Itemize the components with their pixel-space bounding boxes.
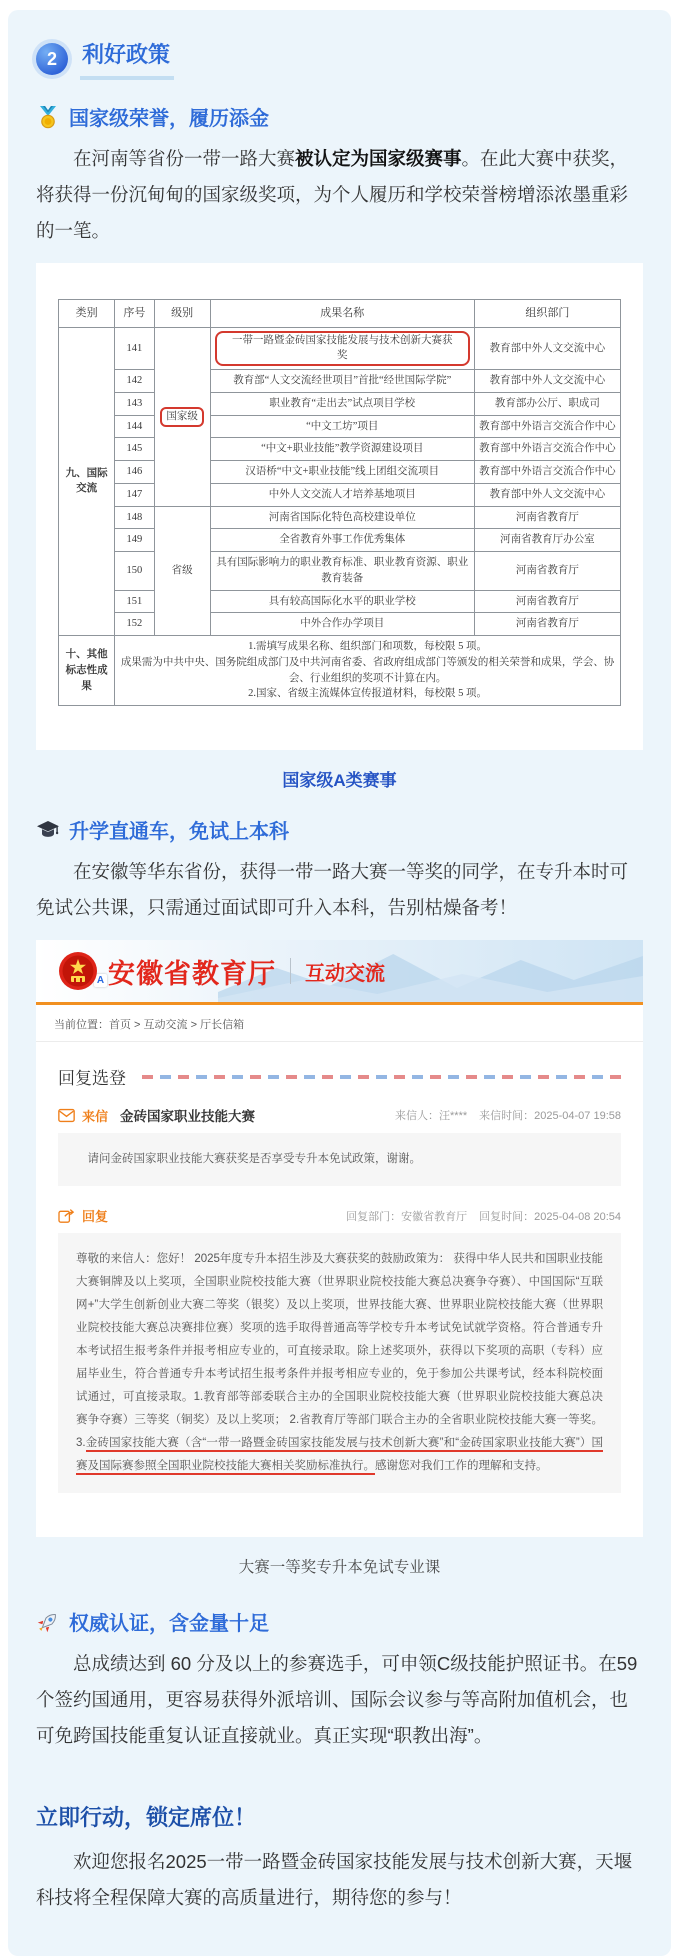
org-cell: 教育部中外人文交流中心 [474, 370, 620, 393]
result-name-cell: 具有国际影响力的职业教育标准、职业教育资源、职业教育装备 [210, 552, 474, 591]
rocket-icon [36, 1610, 60, 1634]
reply-arrow-icon [58, 1208, 75, 1223]
result-name-cell: 职业教育“走出去”试点项目学校 [210, 392, 474, 415]
result-name-cell: 教育部“人文交流经世项目”首批“经世国际学院” [210, 370, 474, 393]
reply-board [36, 1042, 643, 1537]
reply-board-title: 回复选登 [58, 1069, 126, 1089]
org-cell: 教育部中外人文交流中心 [474, 327, 620, 370]
reply-dept: 回复部门：安徽省教育厅 [346, 1210, 468, 1223]
table-caption: 国家级A类赛事 [282, 771, 397, 791]
seq-cell: 150 [115, 552, 154, 591]
result-name-highlight: 一带一路暨金砖国家技能发展与技术创新大赛获奖 [215, 331, 470, 367]
letter-time: 来信时间：2025-04-07 19:58 [479, 1110, 621, 1123]
section-header [36, 38, 643, 80]
subsection-honor-header [36, 102, 643, 131]
graduation-cap-icon [36, 818, 60, 842]
honor-paragraph [36, 141, 643, 249]
table-row [59, 392, 621, 415]
footer-note-1: 1.需填写成果名称、组织部门和项数，每校限 5 项。 [248, 641, 488, 653]
seq-cell: 143 [115, 392, 154, 415]
cert-paragraph: 总成绩达到 60 分及以上的参赛选手，可申领C级技能护照证书。在59个签约国通用，更容易获得外派培训、国际会议参与等高附加值机会，也可免跨国技能重复认证直接就业。真正实现“职教出海”。 [36, 1653, 638, 1747]
subsection-upgrade-header [36, 815, 643, 844]
result-name-cell: 全省教育外事工作优秀集体 [210, 529, 474, 552]
gov-caption: 大赛一等奖专升本免试专业课 [238, 1559, 441, 1577]
translate-a-icon: A [94, 974, 107, 987]
letter-label: 来信 [82, 1108, 109, 1124]
footer-category: 十、其他标志性成果 [59, 636, 115, 706]
seq-cell: 149 [115, 529, 154, 552]
org-cell: 教育部中外语言交流合作中心 [474, 438, 620, 461]
seq-cell: 141 [115, 327, 154, 370]
result-name-cell: 河南省国际化特色高校建设单位 [210, 506, 474, 529]
letter-title: 金砖国家职业技能大赛 [120, 1109, 256, 1125]
honor-paragraph-post: 。在此大赛中获奖，将获得一份沉甸甸的国家级奖项，为个人履历和学校荣誉榜增添浓墨重彩的一笔。 [36, 148, 629, 242]
footer-notes [115, 636, 621, 706]
gov-title-divider [290, 958, 291, 984]
org-cell: 教育部中外语言交流合作中心 [474, 415, 620, 438]
breadcrumb: 当前位置：首页 > 互动交流 > 厅长信箱 [36, 1005, 643, 1042]
footer-note-2: 成果需为中共中央、国务院组成部门及中共河南省委、省政府组成部门等颁发的相关荣誉和成果，学会、协会、行业组织的奖项不计算在内。 [120, 656, 615, 684]
reply-content-pre: 尊敬的来信人：您好！ 2025年度专升本招生涉及大赛获奖的鼓励政策为： 获得中华人民共和国职业技能大赛铜牌及以上奖项，全国职业院校技能大赛（世界职业院校技能大赛总决赛争夺赛）、中国国际“互联网+”大学生创新创业大赛二等奖（银奖）及以上奖项，世界技能大赛、世界职业院校技能大赛（世界职业院校技能大赛总决赛排位赛）奖项的选手取得普通高等学校专升本考试免试就学资格。符合普通专升本考试招生报考条件并报考相应专业的，可直接录取。除上述奖项外，获得以下奖项的高职（专科）应届毕业生，符合普通专升本考试招生报考条件并报考相应专业的，免于参加公共课考试，经本科院校面试通过，可直接录取。1.教育部等部委联合主办的全国职业院校技能大赛（世界职业院校技能大赛总决赛争夺赛）三等奖（铜奖）及以上奖项； 2.省教育厅等部门联合主办的全省职业院校技能大赛一等奖。 3. [76, 1253, 603, 1450]
action-paragraph: 欢迎您报名2025一带一路暨金砖国家技能发展与技术创新大赛，天堰科技将全程保障大赛的高质量进行，期待您的参与！ [36, 1850, 633, 1908]
subsection-honor-title: 国家级荣誉，履历添金 [69, 108, 269, 130]
col-name: 成果名称 [210, 300, 474, 328]
table-row [59, 327, 621, 370]
result-name-cell: “中文工坊”项目 [210, 415, 474, 438]
dashed-divider [142, 1075, 621, 1079]
subsection-upgrade-title: 升学直通车，免试上本科 [69, 821, 289, 844]
table-footer-row [59, 636, 621, 706]
col-seq: 序号 [115, 300, 154, 328]
reply-header [58, 1206, 621, 1225]
result-name-cell: 中外人文交流人才培养基地项目 [210, 483, 474, 506]
org-cell: 教育部中外人文交流中心 [474, 483, 620, 506]
reply-content-underlined: 金砖国家技能大赛（含“一带一路暨金砖国家技能发展与技术创新大赛”和“金砖国家职业技能大赛”）国赛及国际赛参照全国职业院校技能大赛相关奖励标准执行。 [76, 1437, 603, 1475]
results-table [58, 299, 621, 706]
reply-board-header [58, 1064, 621, 1089]
result-name-cell: 中外合作办学项目 [210, 613, 474, 636]
org-cell: 教育部办公厅、职成司 [474, 392, 620, 415]
table-row [59, 529, 621, 552]
gov-header-banner [36, 940, 643, 1002]
table-row [59, 506, 621, 529]
seq-cell: 142 [115, 370, 154, 393]
letter-meta [395, 1107, 621, 1123]
table-header-row [59, 300, 621, 328]
subsection-cert-title: 权威认证，含金量十足 [69, 1613, 269, 1636]
seq-cell: 146 [115, 461, 154, 484]
mountains-illustration [218, 940, 643, 1002]
seq-cell: 152 [115, 613, 154, 636]
gov-site-section: 互动交流 [305, 962, 385, 985]
table-row [59, 461, 621, 484]
result-name-cell: 具有较高国际化水平的职业学校 [210, 590, 474, 613]
table-row [59, 415, 621, 438]
letter-content: 请问金砖国家职业技能大赛获奖是否享受专升本免试政策，谢谢。 [58, 1133, 621, 1186]
level-national-cell [154, 327, 210, 506]
org-cell: 河南省教育厅 [474, 552, 620, 591]
reply-time: 回复时间：2025-04-08 20:54 [479, 1210, 621, 1223]
results-table-footer [59, 636, 621, 706]
reply-content [58, 1233, 621, 1493]
honor-paragraph-bold: 被认定为国家级赛事 [295, 148, 462, 169]
honor-paragraph-pre: 在河南等省份一带一路大赛 [73, 148, 296, 169]
col-category: 类别 [59, 300, 115, 328]
seq-cell: 144 [115, 415, 154, 438]
results-table-head [59, 300, 621, 328]
reply-label: 回复 [82, 1209, 109, 1225]
seq-cell: 147 [115, 483, 154, 506]
reply-content-post: 感谢您对我们工作的理解和支持。 [375, 1460, 548, 1473]
letter-sender: 来信人：汪**** [395, 1110, 468, 1123]
national-level-highlight: 国家级 [160, 407, 204, 427]
table-row [59, 438, 621, 461]
org-cell: 河南省教育厅办公室 [474, 529, 620, 552]
level-provincial-cell: 省级 [154, 506, 210, 636]
table-row [59, 590, 621, 613]
national-emblem-icon [58, 951, 98, 991]
table-row [59, 552, 621, 591]
table-row [59, 613, 621, 636]
reply-meta [346, 1208, 621, 1224]
upgrade-paragraph: 在安徽等华东省份，获得一带一路大赛一等奖的同学，在专升本时可免试公共课，只需通过面试即可升入本科，告别枯燥备考！ [36, 861, 629, 919]
result-name-cell: “中文+职业技能”教学资源建设项目 [210, 438, 474, 461]
seq-cell: 145 [115, 438, 154, 461]
section-title: 利好政策 [80, 38, 174, 80]
table-row [59, 370, 621, 393]
table-row [59, 483, 621, 506]
category-cell: 九、国际交流 [59, 327, 115, 636]
envelope-icon [58, 1108, 75, 1123]
action-title: 立即行动，锁定席位！ [36, 1804, 257, 1830]
org-cell: 河南省教育厅 [474, 613, 620, 636]
seq-cell: 151 [115, 590, 154, 613]
section-number-badge: 2 [36, 43, 68, 75]
medal-icon [36, 105, 60, 129]
results-table-body [59, 327, 621, 636]
org-cell: 河南省教育厅 [474, 590, 620, 613]
article-panel [8, 10, 671, 1956]
subsection-cert-header [36, 1607, 643, 1636]
result-name-cell: 汉语桥“中文+职业技能”线上团组交流项目 [210, 461, 474, 484]
gov-site-title: 安徽省教育厅 [108, 958, 276, 989]
col-org: 组织部门 [474, 300, 620, 328]
footer-note-3: 2.国家、省级主流媒体宣传报道材料，每校限 5 项。 [248, 688, 488, 700]
seq-cell: 148 [115, 506, 154, 529]
org-cell: 教育部中外语言交流合作中心 [474, 461, 620, 484]
col-level: 级别 [154, 300, 210, 328]
org-cell: 河南省教育厅 [474, 506, 620, 529]
results-table-image[interactable] [36, 263, 643, 750]
gov-website-image[interactable] [36, 940, 643, 1537]
result-name-cell [210, 327, 474, 370]
letter-header [58, 1105, 621, 1125]
